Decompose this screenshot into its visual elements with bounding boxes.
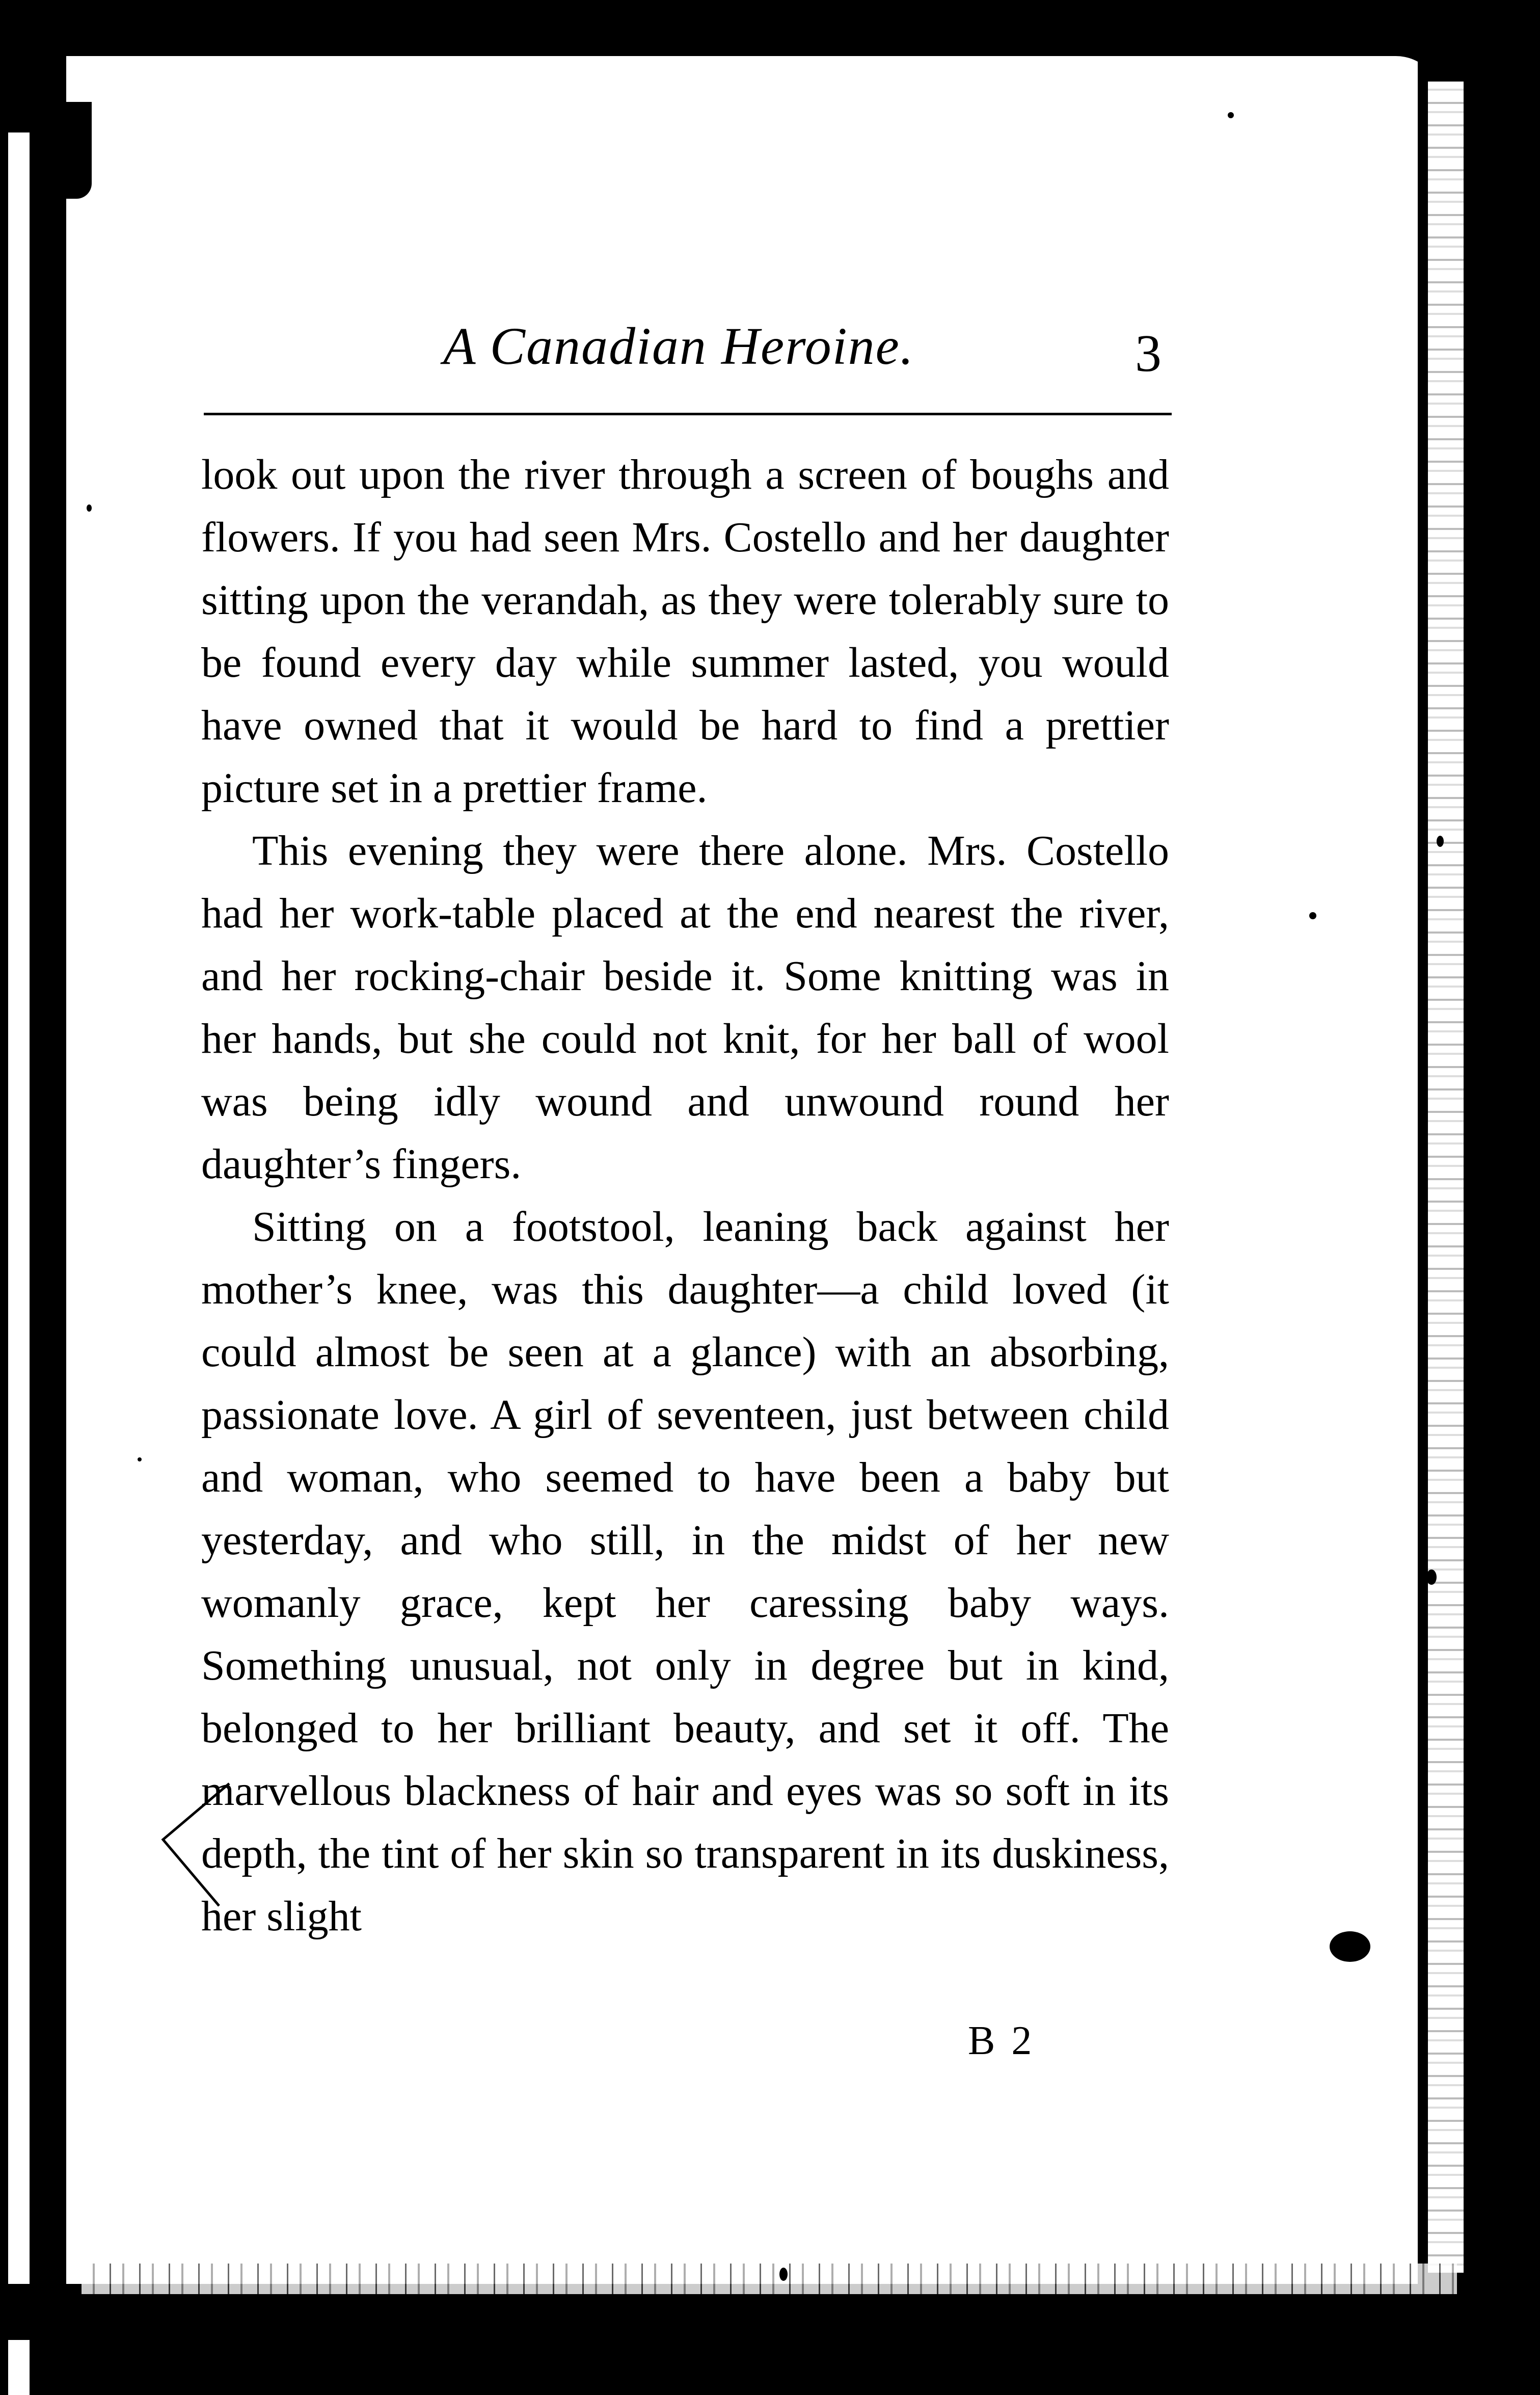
paragraph: Sitting on a footstool, leaning back against her mother’s knee, was this daughter—a child loved (it could almost be seen at a glance) with an absorbing, passionate love. A girl of seventeen, just between child and woman, who seemed to have been a baby but yesterday, and who still, in the midst of her new womanly grace, kept her caressing baby ways. Something unusual, not only in degree but in kind, belonged to her brilliant beauty, and set it off. The marvellous blackness of hair and eyes was so soft in its depth, the tint of her skin so transparent in its duskiness, her slight: [201, 1203, 1169, 1940]
running-header: [204, 306, 1172, 383]
ink-speck: [1426, 1569, 1437, 1585]
ink-speck: [1309, 912, 1316, 919]
ink-speck: [87, 504, 92, 512]
binding-strip: [8, 132, 30, 2395]
body-text: [201, 443, 1169, 1948]
paragraph: This evening they were there alone. Mrs. Costello had her work-table placed at the end nearest the river, and her rocking-chair beside it. Some knitting was in her hands, but she could not knit, for her ball of wool was being idly wound and unwound round her daughter’s fingers.: [201, 827, 1169, 1188]
running-title: A Canadian Heroine.: [443, 317, 914, 376]
frayed-edge: [1428, 82, 1464, 2273]
page-right-edge: [1418, 0, 1540, 2340]
header-rule: [204, 413, 1172, 415]
binding-notch: [56, 102, 92, 199]
margin-pencil-mark: [153, 1778, 245, 1911]
ink-speck: [1228, 112, 1234, 118]
signature-mark: B 2: [968, 2018, 1035, 2063]
ink-speck: [1437, 836, 1444, 847]
ink-speck: [138, 1457, 142, 1461]
ink-speck: [779, 2268, 788, 2281]
binding-edge: [0, 61, 66, 2340]
paragraph: look out upon the river through a screen of boughs and flowers. If you had seen Mrs. Costello and her daughter sitting upon the verandah, as they were tolerably sure to be found every day while summer lasted, you would have owned that it would be hard to find a prettier picture set in a prettier frame.: [201, 451, 1169, 812]
bottom-fray: [82, 2264, 1457, 2294]
ink-blot: [1330, 1931, 1370, 1962]
page-number: 3: [1135, 324, 1161, 383]
